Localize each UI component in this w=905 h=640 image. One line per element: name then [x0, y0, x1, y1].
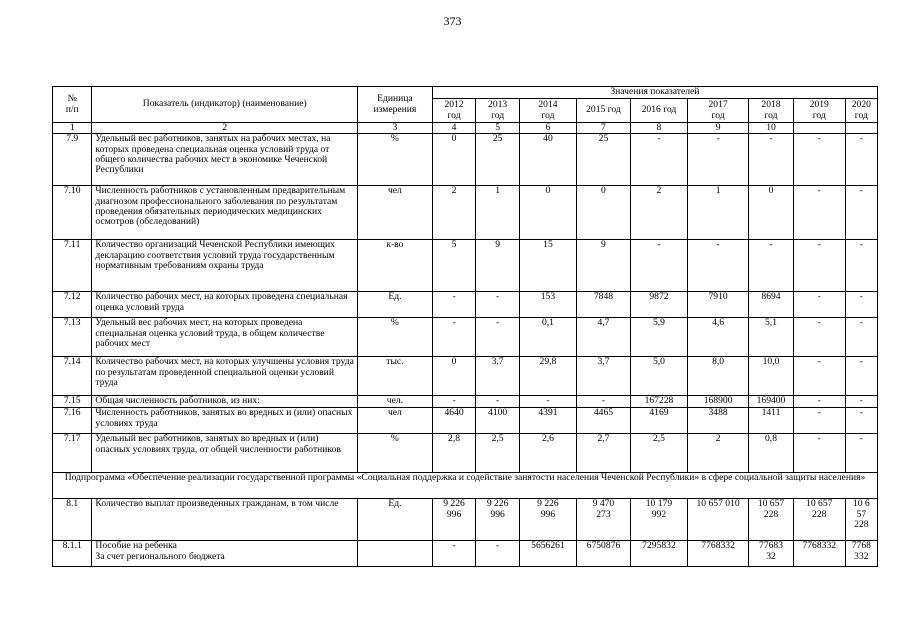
row-value-5: 7768332 [687, 541, 748, 567]
row-value-3: 3,7 [576, 357, 630, 396]
row-value-7: - [793, 357, 845, 396]
row-value-7: - [793, 434, 845, 473]
row-indicator: Количество организаций Чеченской Республики имеющих декларацию соответствия условий труда государственным нормативным требованиям охраны труда [92, 240, 358, 292]
row-number: 7.12 [53, 292, 92, 318]
row-value-8: - [845, 396, 877, 408]
year-header-3: 2015 год [576, 99, 630, 123]
row-indicator: Численность работников с установленным предварительным диагнозом профессионального заболевания по результатам проведения обязательных периодических медицинских осмотров (обследований) [92, 186, 358, 240]
row-indicator: Общая численность работников, из них: [92, 396, 358, 408]
row-value-4: 4169 [630, 408, 687, 434]
row-value-4: 2,5 [630, 434, 687, 473]
row-value-1: 4100 [476, 408, 520, 434]
row-value-5: 3488 [687, 408, 748, 434]
row-indicator: Количество рабочих мест, на которых проведена специальная оценка условий труда [92, 292, 358, 318]
year-header-2: 2014 год [519, 99, 576, 123]
row-value-7: - [793, 186, 845, 240]
table-row [53, 396, 878, 408]
row-value-2: 9 226 996 [519, 499, 576, 541]
row-value-7: - [793, 292, 845, 318]
year-header-5: 2017 год [687, 99, 748, 123]
row-value-3: 7848 [576, 292, 630, 318]
column-number-1: 2 [92, 123, 358, 134]
row-value-5: - [687, 134, 748, 186]
header-unit: Единица измерения [358, 87, 433, 123]
row-value-6: 10 657 228 [749, 499, 794, 541]
row-value-4: 167228 [630, 396, 687, 408]
subprogram-title: Подпрограмма «Обеспечение реализации государственной программы «Социальная поддержка и содействие занятости населения Чеченской Республики» в сфере социальной защиты населения» [53, 473, 878, 499]
column-number-6: 7 [576, 123, 630, 134]
row-value-8: - [845, 186, 877, 240]
row-value-3: 4,7 [576, 318, 630, 357]
row-value-8: - [845, 134, 877, 186]
subprogram-row [53, 473, 878, 499]
row-unit: % [358, 318, 433, 357]
row-value-7: - [793, 318, 845, 357]
row-value-4: 5,9 [630, 318, 687, 357]
column-number-8: 9 [687, 123, 748, 134]
row-value-0: 0 [432, 357, 476, 396]
row-value-0: - [432, 318, 476, 357]
column-number-2: 3 [358, 123, 433, 134]
row-indicator: Удельный вес работников, занятых во вредных и (или) опасных условиях труда, от общей численности работников [92, 434, 358, 473]
year-header-1: 2013 год [476, 99, 520, 123]
row-value-6: 10,0 [749, 357, 794, 396]
table-row [53, 318, 878, 357]
column-number-9: 10 [749, 123, 794, 134]
row-value-5: 7910 [687, 292, 748, 318]
row-value-5: 8,0 [687, 357, 748, 396]
row-value-6: 77683 32 [749, 541, 794, 567]
row-value-0: - [432, 396, 476, 408]
row-value-3: 4465 [576, 408, 630, 434]
row-unit: чел [358, 186, 433, 240]
row-value-1: 9 226 996 [476, 499, 520, 541]
table-row [53, 186, 878, 240]
row-value-3: 9 470 273 [576, 499, 630, 541]
row-value-2: 5656261 [519, 541, 576, 567]
row-value-6: 1411 [749, 408, 794, 434]
row-value-7: - [793, 134, 845, 186]
row-value-1: 1 [476, 186, 520, 240]
row-value-4: 9872 [630, 292, 687, 318]
row-value-2: 2,6 [519, 434, 576, 473]
row-value-1: - [476, 292, 520, 318]
row-unit [358, 541, 433, 567]
header-num: № п/п [53, 87, 92, 123]
row-value-5: 168900 [687, 396, 748, 408]
row-value-4: - [630, 134, 687, 186]
header-indicator: Показатель (индикатор) (наименование) [92, 87, 358, 123]
row-unit: к-во [358, 240, 433, 292]
column-number-11 [845, 123, 877, 134]
row-value-6: 169400 [749, 396, 794, 408]
row-value-6: 8694 [749, 292, 794, 318]
row-value-1: 3,7 [476, 357, 520, 396]
indicators-table [52, 86, 878, 567]
row-value-8: 7768 332 [845, 541, 877, 567]
row-value-6: - [749, 240, 794, 292]
row-value-1: 25 [476, 134, 520, 186]
row-number: 7.9 [53, 134, 92, 186]
column-number-10 [793, 123, 845, 134]
row-number: 7.14 [53, 357, 92, 396]
row-indicator: Удельный вес работников, занятых на рабочих местах, на которых проведена специальная оценка условий труда от общего количества рабочих мест в экономике Чеченской Республики [92, 134, 358, 186]
row-value-3: 2,7 [576, 434, 630, 473]
year-header-4: 2016 год [630, 99, 687, 123]
row-unit: тыс. [358, 357, 433, 396]
row-value-0: 2 [432, 186, 476, 240]
row-indicator: Количество рабочих мест, на которых улучшены условия труда по результатам проведенной специальной оценки условий труда [92, 357, 358, 396]
row-value-2: 40 [519, 134, 576, 186]
year-header-7: 2019 год [793, 99, 845, 123]
row-value-3: 9 [576, 240, 630, 292]
page-number: 373 [443, 14, 462, 28]
row-value-6: 0 [749, 186, 794, 240]
column-number-4: 5 [476, 123, 520, 134]
row-value-8: 10 6 57 228 [845, 499, 877, 541]
row-unit: Ед. [358, 292, 433, 318]
row-value-3: - [576, 396, 630, 408]
row-value-5: 2 [687, 434, 748, 473]
row-value-1: - [476, 318, 520, 357]
row-unit: % [358, 434, 433, 473]
column-number-7: 8 [630, 123, 687, 134]
row-value-8: - [845, 434, 877, 473]
row-indicator: Удельный вес рабочих мест, на которых проведена специальная оценка условий труда, в общем количестве рабочих мест [92, 318, 358, 357]
table-row [53, 499, 878, 541]
row-number: 8.1 [53, 499, 92, 541]
row-value-2: 15 [519, 240, 576, 292]
row-value-2: 153 [519, 292, 576, 318]
table-row [53, 408, 878, 434]
row-indicator: Количество выплат произведенных гражданам, в том числе [92, 499, 358, 541]
column-number-5: 6 [519, 123, 576, 134]
row-indicator: Численность работников, занятых во вредных и (или) опасных условиях труда [92, 408, 358, 434]
row-value-8: - [845, 318, 877, 357]
row-value-2: 29,8 [519, 357, 576, 396]
row-value-5: - [687, 240, 748, 292]
row-value-1: 2,5 [476, 434, 520, 473]
row-value-4: 10 179 992 [630, 499, 687, 541]
row-number: 7.10 [53, 186, 92, 240]
row-number: 7.11 [53, 240, 92, 292]
row-indicator: Пособие на ребенка За счет регионального бюджета [92, 541, 358, 567]
row-number: 8.1.1 [53, 541, 92, 567]
row-value-0: 0 [432, 134, 476, 186]
column-number-3: 4 [432, 123, 476, 134]
row-number: 7.13 [53, 318, 92, 357]
year-header-8: 2020 год [845, 99, 877, 123]
row-value-2: 0,1 [519, 318, 576, 357]
table-row [53, 240, 878, 292]
row-value-1: - [476, 396, 520, 408]
row-value-8: - [845, 357, 877, 396]
row-value-4: 2 [630, 186, 687, 240]
header-values-title: Значения показателей [432, 87, 877, 99]
row-unit: чел [358, 408, 433, 434]
row-value-6: 5,1 [749, 318, 794, 357]
row-number: 7.17 [53, 434, 92, 473]
row-value-1: - [476, 541, 520, 567]
row-value-0: 5 [432, 240, 476, 292]
column-number-0: 1 [53, 123, 92, 134]
row-value-5: 4,6 [687, 318, 748, 357]
row-value-7: 7768332 [793, 541, 845, 567]
row-value-3: 25 [576, 134, 630, 186]
table-row [53, 134, 878, 186]
row-value-0: 4640 [432, 408, 476, 434]
table-row [53, 434, 878, 473]
row-value-2: 4391 [519, 408, 576, 434]
row-value-4: - [630, 240, 687, 292]
row-unit: чел. [358, 396, 433, 408]
row-value-7: - [793, 240, 845, 292]
row-value-3: 0 [576, 186, 630, 240]
table-row [53, 541, 878, 567]
year-header-0: 2012 год [432, 99, 476, 123]
row-value-0: 2,8 [432, 434, 476, 473]
year-header-6: 2018 год [749, 99, 794, 123]
row-value-4: 5,0 [630, 357, 687, 396]
row-unit: % [358, 134, 433, 186]
row-value-6: - [749, 134, 794, 186]
row-value-0: - [432, 292, 476, 318]
row-unit: Ед. [358, 499, 433, 541]
row-value-7: - [793, 408, 845, 434]
row-value-8: - [845, 292, 877, 318]
row-value-0: - [432, 541, 476, 567]
row-number: 7.15 [53, 396, 92, 408]
row-value-4: 7295832 [630, 541, 687, 567]
row-value-5: 1 [687, 186, 748, 240]
row-value-8: - [845, 408, 877, 434]
row-value-6: 0,8 [749, 434, 794, 473]
row-value-1: 9 [476, 240, 520, 292]
row-value-2: - [519, 396, 576, 408]
row-number: 7.16 [53, 408, 92, 434]
row-value-8: - [845, 240, 877, 292]
row-value-7: 10 657 228 [793, 499, 845, 541]
row-value-5: 10 657 010 [687, 499, 748, 541]
row-value-0: 9 226 996 [432, 499, 476, 541]
table-row [53, 357, 878, 396]
row-value-2: 0 [519, 186, 576, 240]
table-row [53, 292, 878, 318]
row-value-7: - [793, 396, 845, 408]
row-value-3: 6750876 [576, 541, 630, 567]
